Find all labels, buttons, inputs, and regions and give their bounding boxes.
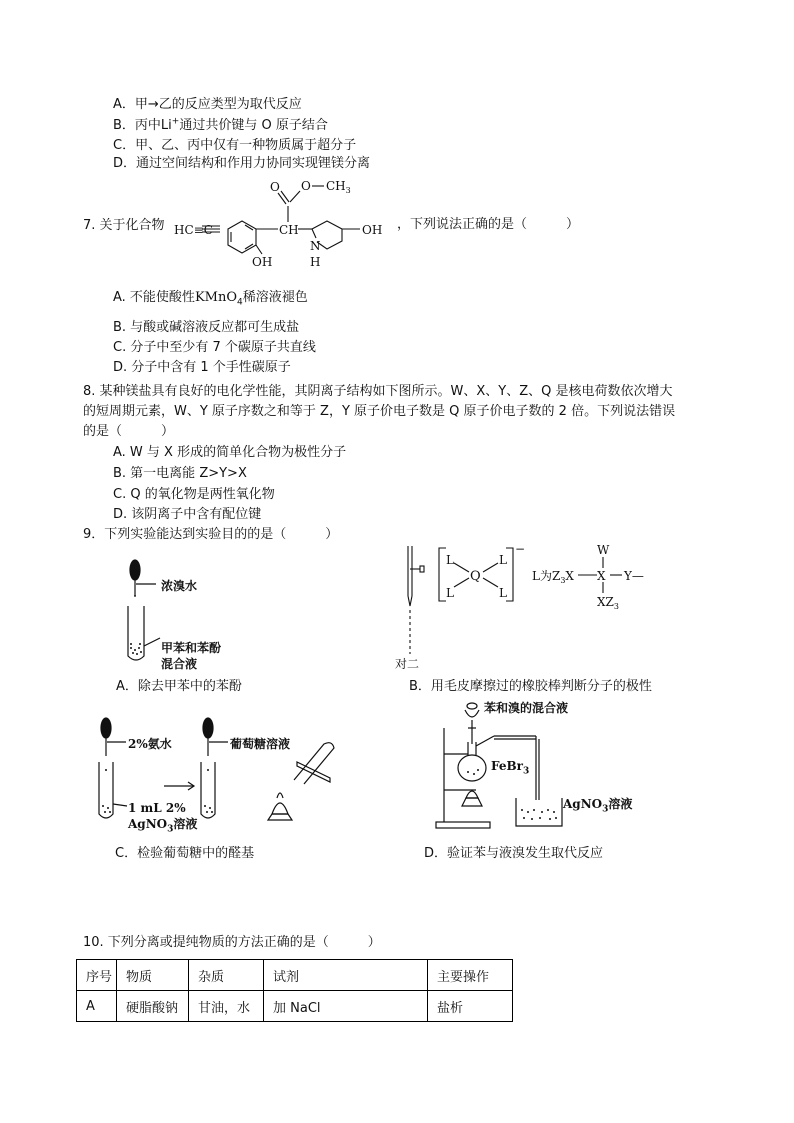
q8-stem-line3: 的是（ ） xyxy=(83,424,175,439)
ammonia-label: 2%氨水 xyxy=(128,737,172,751)
benzene-bromine-mix-label: 苯和溴的混合液 xyxy=(484,701,569,715)
piperidine-oh-label: OH xyxy=(362,223,383,237)
reagent-bromine-water-label: 浓溴水 xyxy=(161,579,198,593)
q9-stem: 9．下列实验能达到实验目的的是（ ） xyxy=(83,527,339,542)
table-cell: 加 NaCl xyxy=(264,991,428,1022)
xz3-label: $XZ_3$ xyxy=(597,595,619,611)
q7-option-b: B. 与酸或碱溶液反应都可生成盐 xyxy=(113,320,300,335)
q9-option-b: B．用毛皮摩擦过的橡胶棒判断分子的极性 xyxy=(409,679,652,694)
ligand-l-label: L xyxy=(446,586,454,600)
q8-stem-line2: 的短周期元素，W、Y 原子序数之和等于 Z，Y 原子价电子数是 Q 原子价电子数的 2 倍。下列说法错误 xyxy=(83,404,676,419)
charge-label: − xyxy=(515,542,526,556)
catalyst-label: FeBr$_3$ xyxy=(491,759,530,777)
table-cell: 硬脂酸钠 xyxy=(117,991,189,1022)
q9-option-a: A．除去甲苯中的苯酚 xyxy=(116,679,242,694)
q6-option-a: A．甲→乙的反应类型为取代反应 xyxy=(113,97,302,112)
experiment-b-diagram xyxy=(398,544,678,669)
q6-option-b: B．丙中Li+通过共价键与 O 原子结合 xyxy=(113,116,328,133)
y-label: Y— xyxy=(624,569,644,583)
q7-option-a: A. 不能使酸性KMnO$_4$稀溶液褪色 xyxy=(113,290,308,308)
table-cell: 盐析 xyxy=(428,991,513,1022)
q8-option-d: D. 该阴离子中含有配位键 xyxy=(113,507,262,522)
ligand-l-label: L xyxy=(446,553,454,567)
experiment-b-caption-label: 对二 xyxy=(395,657,420,671)
silver-nitrate-label-2: AgNO$_3$溶液 xyxy=(128,817,198,835)
w-label: W xyxy=(597,543,610,557)
ester-o-label: O xyxy=(301,179,311,193)
methyl-label: $CH_3$ xyxy=(326,179,351,195)
q8-option-b: B. 第一电离能 Z>Y>X xyxy=(113,466,247,481)
q7-stem-suffix: ，下列说法正确的是（ ） xyxy=(397,217,580,232)
silver-nitrate-label-1: 1 mL 2% xyxy=(128,801,186,815)
q8-option-a: A. W 与 X 形成的简单化合物为极性分子 xyxy=(113,445,347,460)
ligand-l-label: L xyxy=(499,586,507,600)
phenol-oh-label: OH xyxy=(252,255,273,269)
table-cell: 甘油，水 xyxy=(189,991,264,1022)
table-header-cell: 试剂 xyxy=(264,960,428,991)
nh-hydrogen-label: H xyxy=(310,255,321,269)
table-header-cell: 序号 xyxy=(77,960,117,991)
q8-option-c: C. Q 的氧化物是两性氧化物 xyxy=(113,487,275,502)
carbonyl-o-label: O xyxy=(270,180,280,194)
x-label: X xyxy=(597,569,606,583)
glucose-solution-label: 葡萄糖溶液 xyxy=(230,737,291,751)
table-cell: A xyxy=(77,991,117,1022)
q6-option-d: D．通过空间结构和作用力协同实现锂镁分离 xyxy=(113,156,371,171)
table-row xyxy=(77,991,513,1022)
q9-option-d: D．验证苯与液溴发生取代反应 xyxy=(424,846,604,861)
q7-structure-diagram xyxy=(170,176,400,272)
q7-stem-prefix: 7. 关于化合物 xyxy=(83,218,165,233)
q6-option-c: C．甲、乙、丙中仅有一种物质属于超分子 xyxy=(113,138,357,153)
silver-nitrate-beaker-label: AgNO$_3$溶液 xyxy=(563,797,633,815)
q8-stem-line1: 8. 某种镁盐具有良好的电化学性能，其阴离子结构如下图所示。W、X、Y、Z、Q 是核电荷数依次增大 xyxy=(83,384,673,399)
table-header-cell: 杂质 xyxy=(189,960,264,991)
table-header-cell: 物质 xyxy=(117,960,189,991)
mixture-label-2: 混合液 xyxy=(161,657,198,671)
center-q-label: Q xyxy=(470,569,481,584)
ligand-definition-label: L为$Z_3X$ xyxy=(532,569,574,585)
ch-label: CH xyxy=(279,223,299,237)
table-header-cell: 主要操作 xyxy=(428,960,513,991)
nitrogen-label: N xyxy=(310,239,321,253)
separation-table xyxy=(76,959,513,1022)
q7-option-d: D. 分子中含有 1 个手性碳原子 xyxy=(113,360,291,375)
alkyne-label: HC≡C xyxy=(174,223,213,237)
mixture-label-1: 甲苯和苯酚 xyxy=(161,641,222,655)
q7-option-c: C. 分子中至少有 7 个碳原子共直线 xyxy=(113,340,316,355)
q9-option-c: C．检验葡萄糖中的醛基 xyxy=(115,846,255,861)
ligand-l-label: L xyxy=(499,553,507,567)
table-header-row xyxy=(77,960,513,991)
q10-stem: 10. 下列分离或提纯物质的方法正确的是（ ） xyxy=(83,935,381,950)
